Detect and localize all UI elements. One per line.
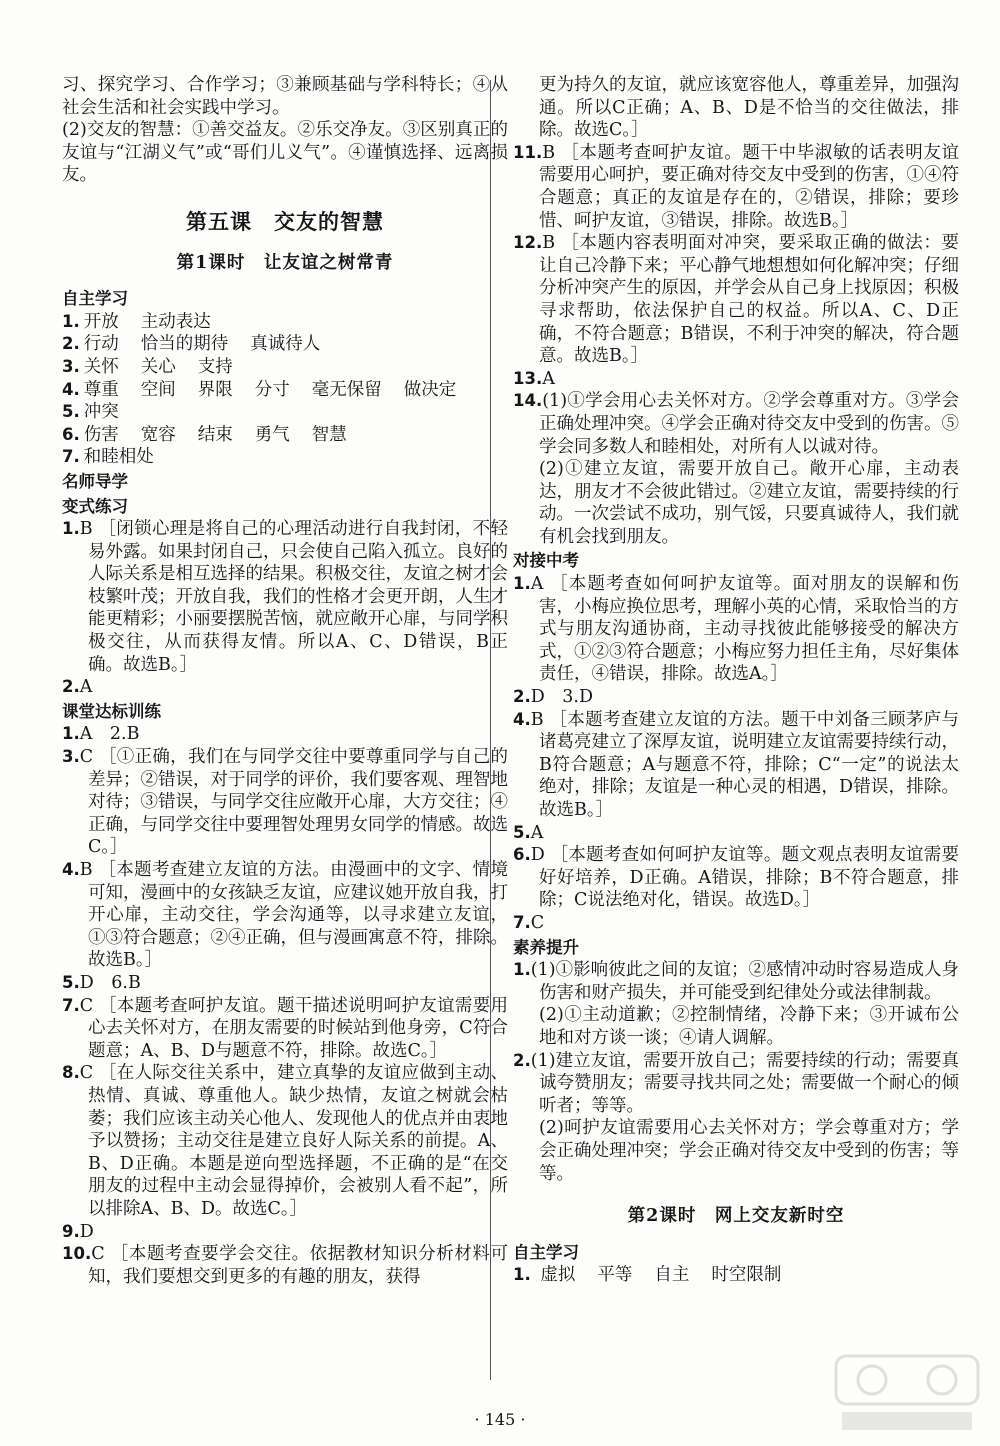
answer-item [513, 959, 959, 1004]
fill-answer: 做决定 [403, 379, 457, 400]
item-number: 2. [513, 1050, 531, 1070]
item-number: 14. [513, 391, 543, 411]
fill-answer: 界限 [197, 379, 233, 400]
item-number: 11. [513, 142, 543, 162]
fill-answer: 结束 [197, 424, 233, 445]
item-number: 4. [513, 709, 531, 729]
item-number: 7. [62, 995, 80, 1015]
fill-answer: 开放 [83, 311, 119, 332]
item-number: 1. [513, 1265, 531, 1285]
class-items-list [62, 723, 508, 1288]
intro-paragraph: (2)交友的智慧：①善交益友。②乐交净友。③区别真正的友谊与“江湖义气”或“哥们儿义气”。④谨慎选择、远离损友。 [62, 120, 508, 186]
answer-item [62, 746, 508, 859]
item-number: 2. [513, 687, 531, 707]
answer-item [62, 676, 508, 699]
answer-item [62, 723, 508, 746]
item-text: D 6.B [79, 972, 141, 993]
period-title: 第1课时 让友谊之树常青 [176, 252, 394, 273]
self-study-list [62, 311, 508, 469]
item-number: 7. [62, 447, 80, 467]
right-column [513, 74, 959, 1287]
fill-answer: 伤害 [83, 424, 119, 445]
answer-item [62, 972, 508, 995]
item-text: A 2.B [79, 724, 140, 745]
fill-answer: 空间 [140, 379, 176, 400]
fill-answer: 支持 [197, 356, 233, 377]
fill-answer: 恰当的期待 [140, 334, 229, 355]
fill-answer: 自主 [654, 1265, 690, 1286]
watermark-logo [832, 1350, 982, 1436]
fill-item [62, 379, 508, 402]
item-number: 1. [513, 574, 531, 594]
exam-list [513, 573, 959, 935]
item-text: (2)呵护友谊需要用心去关怀对方；学会尊重对方；学会正确处理冲突；学会正确对待交友中受到的伤害；等等。 [539, 1118, 959, 1184]
fill-item [62, 356, 508, 379]
item-text: C ［在人际交往关系中，建立真挚的友谊应做到主动、热情、真诚、尊重他人。缺少热情，友谊之树就会枯萎；我们应该主动关心他人、发现他人的优点并由衷地予以赞扬；主动交往是建立良好人际关系的前提。A、B、D正确。本题是逆向型选择题，不正确的是“在交朋友的过程中主动会显得掉价，会被别人看不起”，所以排除A、B、D。故选C。］ [79, 1063, 508, 1219]
section-heading: 课堂达标训练 [62, 701, 161, 721]
fill-answer: 虚拟 [540, 1265, 576, 1286]
fill-answer: 平等 [597, 1265, 633, 1286]
answer-item [513, 1050, 959, 1118]
lesson-title: 第五课 交友的智慧 [186, 208, 384, 234]
fill-answer: 勇气 [254, 424, 290, 445]
item-number: 5. [62, 972, 80, 992]
item-text: A [542, 368, 555, 389]
fill-answer: 智慧 [311, 424, 347, 445]
fill-answer: 主动表达 [140, 311, 211, 332]
answer-item [62, 1221, 508, 1244]
section-heading: 对接中考 [513, 551, 579, 571]
item-number: 12. [513, 233, 543, 253]
section-heading: 名师导学 [62, 471, 128, 491]
answer-item-14 [513, 390, 959, 548]
item-number: 4. [62, 379, 80, 399]
item-number: 1. [513, 960, 531, 980]
answer-list [513, 142, 959, 391]
section-heading: 变式练习 [62, 496, 128, 516]
answer-item [62, 859, 508, 972]
answer-item [513, 368, 959, 391]
item-text: C ［本题考查要学会交往。依据教材知识分析材料可知，我们要想交到更多的有趣的朋友，获得 [88, 1244, 508, 1287]
item-text: D 3.D [530, 687, 594, 708]
continuation-text: 更为持久的友谊，就应该宽容他人，尊重差异，加强沟通。所以C正确；A、B、D是不恰当的交往做法，排除。故选C。］ [539, 75, 959, 141]
period-title: 第2课时 网上交友新时空 [627, 1206, 845, 1227]
item-number: 1. [62, 311, 80, 331]
item-number: 5. [62, 402, 80, 422]
fill-item [62, 446, 508, 469]
fill-answer: 真诚待人 [250, 334, 321, 355]
fill-item [513, 1264, 959, 1287]
item-number: 6. [62, 424, 80, 444]
intro-paragraph: 习、探究学习、合作学习；③兼顾基础与学科特长；④从社会生活和社会实践中学习。 [62, 75, 508, 118]
item-number: 2. [62, 334, 80, 354]
variant-list [62, 518, 508, 699]
item-number: 1. [62, 519, 80, 539]
fill-answer: 毫无保留 [311, 379, 382, 400]
section-heading: 素养提升 [513, 937, 579, 957]
fill-answer: 分寸 [254, 379, 290, 400]
answer-item [513, 573, 959, 686]
item-number: 4. [62, 860, 80, 879]
fill-item [62, 401, 508, 424]
item-text: C ［本题考查呵护友谊。题干描述说明呵护友谊需要用心去关怀对方，在朋友需要的时候站到他身旁，C符合题意；A、B、D与题意不符，排除。故选C。］ [79, 995, 508, 1061]
fill-item [62, 424, 508, 447]
item-number: 1. [62, 724, 80, 744]
fill-answer: 行动 [83, 334, 119, 355]
item-text: B ［本题内容表明面对冲突，要采取正确的做法：要让自己冷静下来；平心静气地想想如何化解冲突；仔细分析冲突产生的原因，并学会从自己身上找原因；积极寻求帮助，依法保护自己的权益。所以A、C、D正确，不符合题意；B错误，不利于冲突的解决，符合题意。故选B。］ [539, 233, 959, 367]
answer-item [513, 686, 959, 709]
item-text: B ［本题考查建立友谊的方法。由漫画中的文字、情境可知，漫画中的女孩缺乏友谊，应建议她开放自我，打开心扉，主动交往，学会沟通等，以寻求建立友谊，①③符合题意；②④正确，但与漫画寓意不符，排除。故选B。］ [79, 860, 508, 971]
fill-answer: 冲突 [83, 402, 119, 423]
item-number: 2. [62, 677, 80, 697]
item-text: B ［闭锁心理是将自己的心理活动进行自我封闭，不轻易外露。如果封闭自己，只会使自己陷入孤立。良好的人际关系是相互选择的结果。积极交往，友谊之树才会枝繁叶茂；开放自我，我们的性格才会更开朗，人生才能更精彩；小丽要摆脱苦恼，就应敞开心扉，与同学积极交往，从而获得友情。所以A、C、D错误，B正确。故选B。］ [79, 519, 508, 675]
answer-item [513, 822, 959, 845]
item-text: C ［①正确，我们在与同学交往中要尊重同学与自己的差异；②错误，对于同学的评价，我们要客观、理智地对待；③错误，与同学交往应敞开心扉，大方交往；④正确，与同学交往中要理智处理男女同学的情感。故选C。］ [79, 747, 508, 858]
item-text: (1)①影响彼此之间的友谊；②感情冲动时容易造成人身伤害和财产损失，并可能受到纪律处分或法律制裁。 [530, 960, 959, 1003]
answer-item [513, 844, 959, 912]
item-text: (1)①学会用心去关怀对方。②学会尊重对方。③学会正确处理冲突。④学会正确对待交友中受到的伤害。⑤学会同多数人和睦相处，对所有人以诚对待。 [539, 391, 959, 457]
item-text: (2)①建立友谊，需要开放自己。敞开心扉，主动表达，朋友才不会彼此错过。②建立友谊，需要持续的行动。一次尝试不成功，别气馁，只要真诚待人，我们就有机会找到朋友。 [539, 459, 959, 547]
section-heading: 自主学习 [62, 289, 128, 309]
left-column [62, 74, 508, 1288]
fill-answer: 宽容 [140, 424, 176, 445]
answer-item [62, 1243, 508, 1288]
item-number: 13. [513, 368, 543, 388]
fill-answer: 尊重 [83, 379, 119, 400]
literacy-list [513, 959, 959, 1185]
page-number: · 145 · [474, 1410, 526, 1429]
fill-answer: 关心 [140, 356, 176, 377]
answer-item [62, 995, 508, 1063]
section-heading: 自主学习 [513, 1242, 579, 1262]
item-number: 3. [62, 747, 80, 767]
fill-item [62, 333, 508, 356]
answer-item [513, 232, 959, 368]
answer-item [513, 709, 959, 822]
item-number: 7. [513, 912, 531, 932]
fill-answer: 关怀 [83, 356, 119, 377]
answer-item [513, 912, 959, 935]
item-text: C [530, 912, 545, 933]
item-text: D ［本题考查如何呵护友谊等。题文观点表明友谊需要好好培养，D正确。A错误，排除；B不符合题意，排除；C说法绝对化，错误。故选D。］ [530, 845, 959, 911]
item-number: 9. [62, 1221, 80, 1241]
item-text: (2)①主动道歉；②控制情绪，冷静下来；③开诚布公地和对方谈一谈；④请人调解。 [539, 1005, 959, 1048]
item-number: 5. [513, 822, 531, 842]
item-text: (1)建立友谊，需要开放自己；需要持续的行动；需要真诚夸赞朋友；需要寻找共同之处；需要做一个耐心的倾听者；等等。 [530, 1050, 959, 1116]
item-number: 8. [62, 1063, 80, 1083]
item-number: 6. [513, 845, 531, 865]
fill-answer: 和睦相处 [83, 447, 154, 468]
item-number: 3. [62, 356, 80, 376]
literacy-item [513, 1050, 959, 1186]
item-text: A [79, 677, 93, 698]
item-number: 10. [62, 1244, 92, 1264]
item-text: B ［本题考查呵护友谊。题干中毕淑敏的话表明友谊需要用心呵护，要正确对待交友中受到的伤害，①④符合题意；真正的友谊是存在的，②错误，排除；要珍惜、呵护友谊，③错误，排除。故选B。］ [539, 142, 959, 231]
fill-item [62, 311, 508, 334]
answer-item [62, 1062, 508, 1220]
fill-answer: 时空限制 [711, 1265, 782, 1286]
answer-item [62, 518, 508, 676]
item-text: A ［本题考查如何呵护友谊等。面对朋友的误解和伤害，小梅应换位思考，理解小英的心情，采取恰当的方式与朋友沟通协商，主动寻找彼此能够接受的解决方式，①②③符合题意；小梅应努力担任主角，尽好集体责任，④错误，排除。故选A。］ [530, 574, 959, 685]
literacy-item [513, 959, 959, 1049]
item-text: B ［本题考查建立友谊的方法。题干中刘备三顾茅庐与诸葛亮建立了深厚友谊，说明建立友谊需要持续行动，B符合题意；A与题意不符，排除；C“一定”的说法太绝对，排除；友谊是一种心灵的相遇，D错误，排除。故选B。］ [530, 709, 959, 820]
item-text: A [530, 822, 544, 843]
item-text: D [79, 1221, 94, 1242]
answer-item [513, 142, 959, 232]
